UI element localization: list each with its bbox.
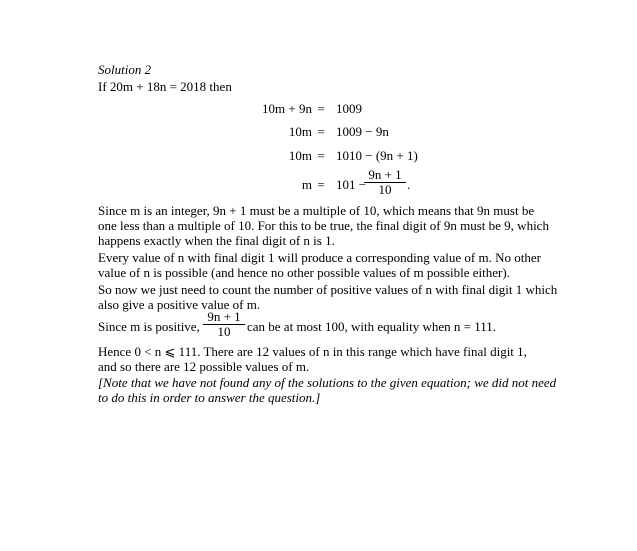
equation-relation: = — [317, 101, 325, 116]
paragraph-line: So now we just need to count the number of positive values of n with final digit 1 which — [98, 282, 558, 297]
intro-line: If 20m + 18n = 2018 then — [98, 79, 232, 94]
fraction-denominator: 10 — [378, 182, 392, 197]
positive-line-prefix: Since m is positive, — [98, 319, 200, 334]
equation-rhs: 1009 − 9n — [336, 124, 389, 139]
equation-lhs: 10m + 9n — [262, 101, 312, 116]
paragraph-line: also give a positive value of m. — [98, 297, 261, 312]
fraction-numerator: 9n + 1 — [368, 167, 402, 182]
paragraph-line: Every value of n with final digit 1 will produce a corresponding value of m. No other — [98, 250, 541, 265]
paragraph-line: happens exactly when the final digit of n is 1. — [98, 233, 335, 248]
fraction — [203, 310, 245, 339]
equation-lhs: 10m — [288, 124, 312, 139]
equation-relation: = — [317, 177, 325, 192]
equation-lhs: m — [301, 177, 312, 192]
paragraph-line: and so there are 12 possible values of m. — [98, 359, 310, 374]
positive-line-suffix: can be at most 100, with equality when n = 111. — [247, 319, 496, 334]
equation-relation: = — [317, 148, 325, 163]
solution-heading: Solution 2 — [98, 62, 152, 77]
equation-relation: = — [317, 124, 325, 139]
equation-rhs: 1009 — [336, 101, 362, 116]
paragraph-line: Since m is an integer, 9n + 1 must be a multiple of 10, which means that 9n must be — [98, 203, 535, 218]
equation-rhs-prefix: 101 − — [336, 177, 367, 192]
equation-lhs: 10m — [288, 148, 312, 163]
equation-period: . — [407, 177, 411, 192]
note-line: [Note that we have not found any of the solutions to the given equation; we did not need — [98, 375, 557, 390]
note-line: to do this in order to answer the question.] — [98, 390, 321, 405]
paragraph-line: Hence 0 < n ⩽ 111. There are 12 values of n in this range which have final digit 1, — [98, 344, 527, 359]
fraction — [364, 168, 406, 197]
fraction-denominator: 10 — [217, 324, 231, 339]
paragraph-line: value of n is possible (and hence no other possible values of m possible either). — [98, 265, 510, 280]
fraction-numerator: 9n + 1 — [207, 309, 241, 324]
paragraph-line: one less than a multiple of 10. For this to be true, the final digit of 9n must be 9, which — [98, 218, 549, 233]
equation-rhs: 1010 − (9n + 1) — [336, 148, 418, 163]
